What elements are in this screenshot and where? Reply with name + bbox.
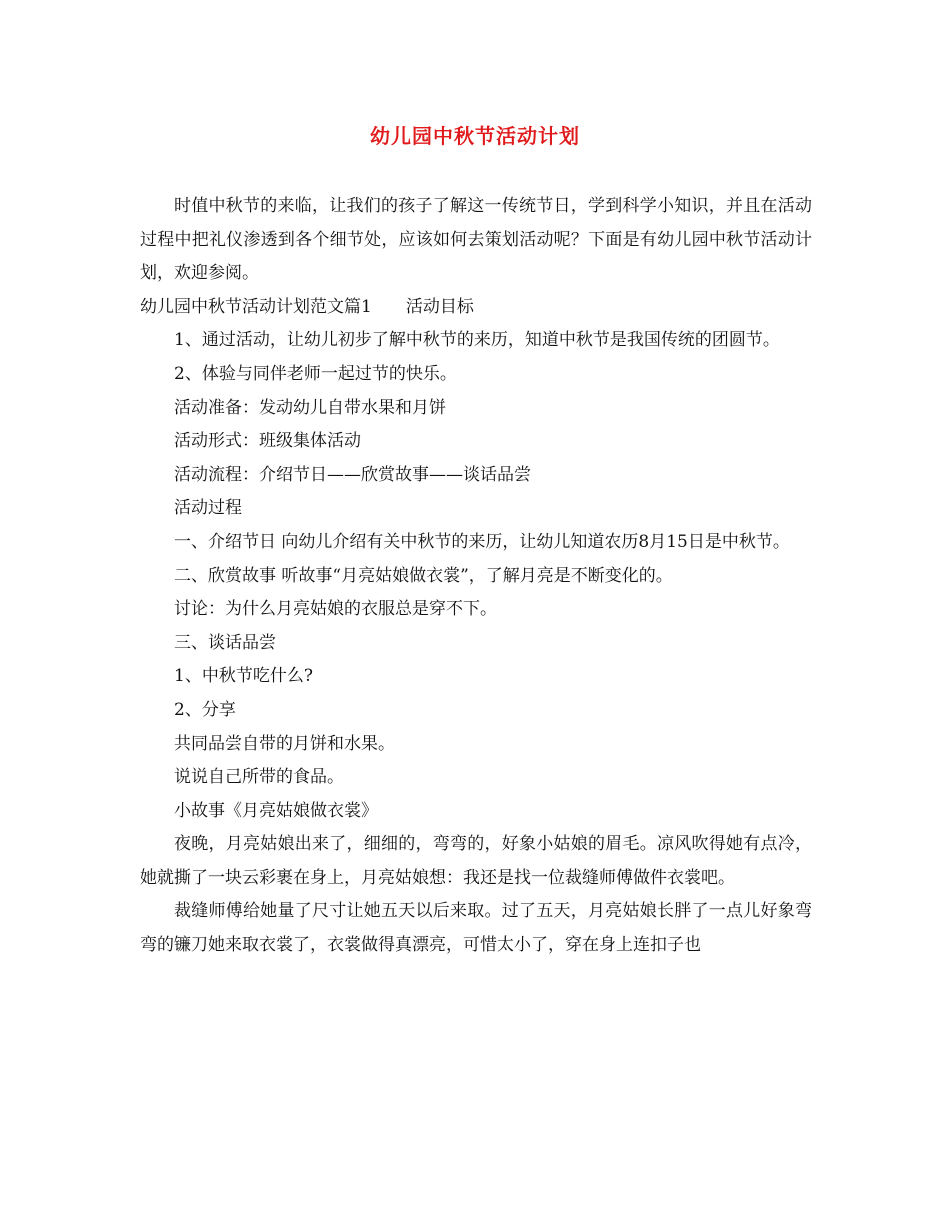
intro-paragraph: 时值中秋节的来临，让我们的孩子了解这一传统节日，学到科学小知识，并且在活动过程中把礼仪渗透到各个细节处，应该如何去策划活动呢？下面是有幼儿园中秋节活动计划，欢迎参阅。 xyxy=(140,196,812,284)
share-line: 共同品尝自带的月饼和水果。 xyxy=(174,733,395,754)
story-paragraph-1: 夜晚，月亮姑娘出来了，细细的，弯弯的，好象小姑娘的眉毛。凉风吹得她有点冷，她就撕了一块云彩裹在身上，月亮姑娘想：我还是找一位裁缝师傅做件衣裳吧。 xyxy=(140,834,812,888)
talk-line: 说说自己所带的食品。 xyxy=(174,767,344,788)
activity-flow: 活动流程：介绍节日——欣赏故事——谈话品尝 xyxy=(174,464,531,485)
step-1: 一、介绍节日 向幼儿介绍有关中秋节的来历，让幼儿知道农历8月15日是中秋节。 xyxy=(174,531,790,552)
document-title: 幼儿园中秋节活动计划 xyxy=(370,124,580,148)
goal-1: 1、通过活动，让幼儿初步了解中秋节的来历，知道中秋节是我国传统的团圆节。 xyxy=(174,330,780,351)
activity-prep: 活动准备：发动幼儿自带水果和月饼 xyxy=(174,397,446,418)
activity-form: 活动形式：班级集体活动 xyxy=(174,431,361,452)
goal-2: 2、体验与同伴老师一起过节的快乐。 xyxy=(174,363,457,384)
discussion: 讨论：为什么月亮姑娘的衣服总是穿不下。 xyxy=(174,599,497,620)
document-body xyxy=(140,190,812,963)
process-heading: 活动过程 xyxy=(174,498,242,519)
story-title: 小故事《月亮姑娘做衣裳》 xyxy=(174,800,378,821)
section-subheading: 活动目标 xyxy=(405,296,474,317)
section-heading-line xyxy=(140,291,812,325)
step-2: 二、欣赏故事 听故事“月亮姑娘做衣裳”，了解月亮是不断变化的。 xyxy=(174,565,673,586)
section-heading: 幼儿园中秋节活动计划范文篇1 xyxy=(140,296,372,317)
story-paragraph-2: 裁缝师傅给她量了尺寸让她五天以后来取。过了五天，月亮姑娘长胖了一点儿好象弯弯的镰刀她来取衣裳了，衣裳做得真漂亮，可惜太小了，穿在身上连扣子也 xyxy=(140,901,812,956)
step-3: 三、谈话品尝 xyxy=(174,632,276,653)
question-1: 1、中秋节吃什么? xyxy=(174,666,313,687)
question-2: 2、分享 xyxy=(174,699,236,720)
